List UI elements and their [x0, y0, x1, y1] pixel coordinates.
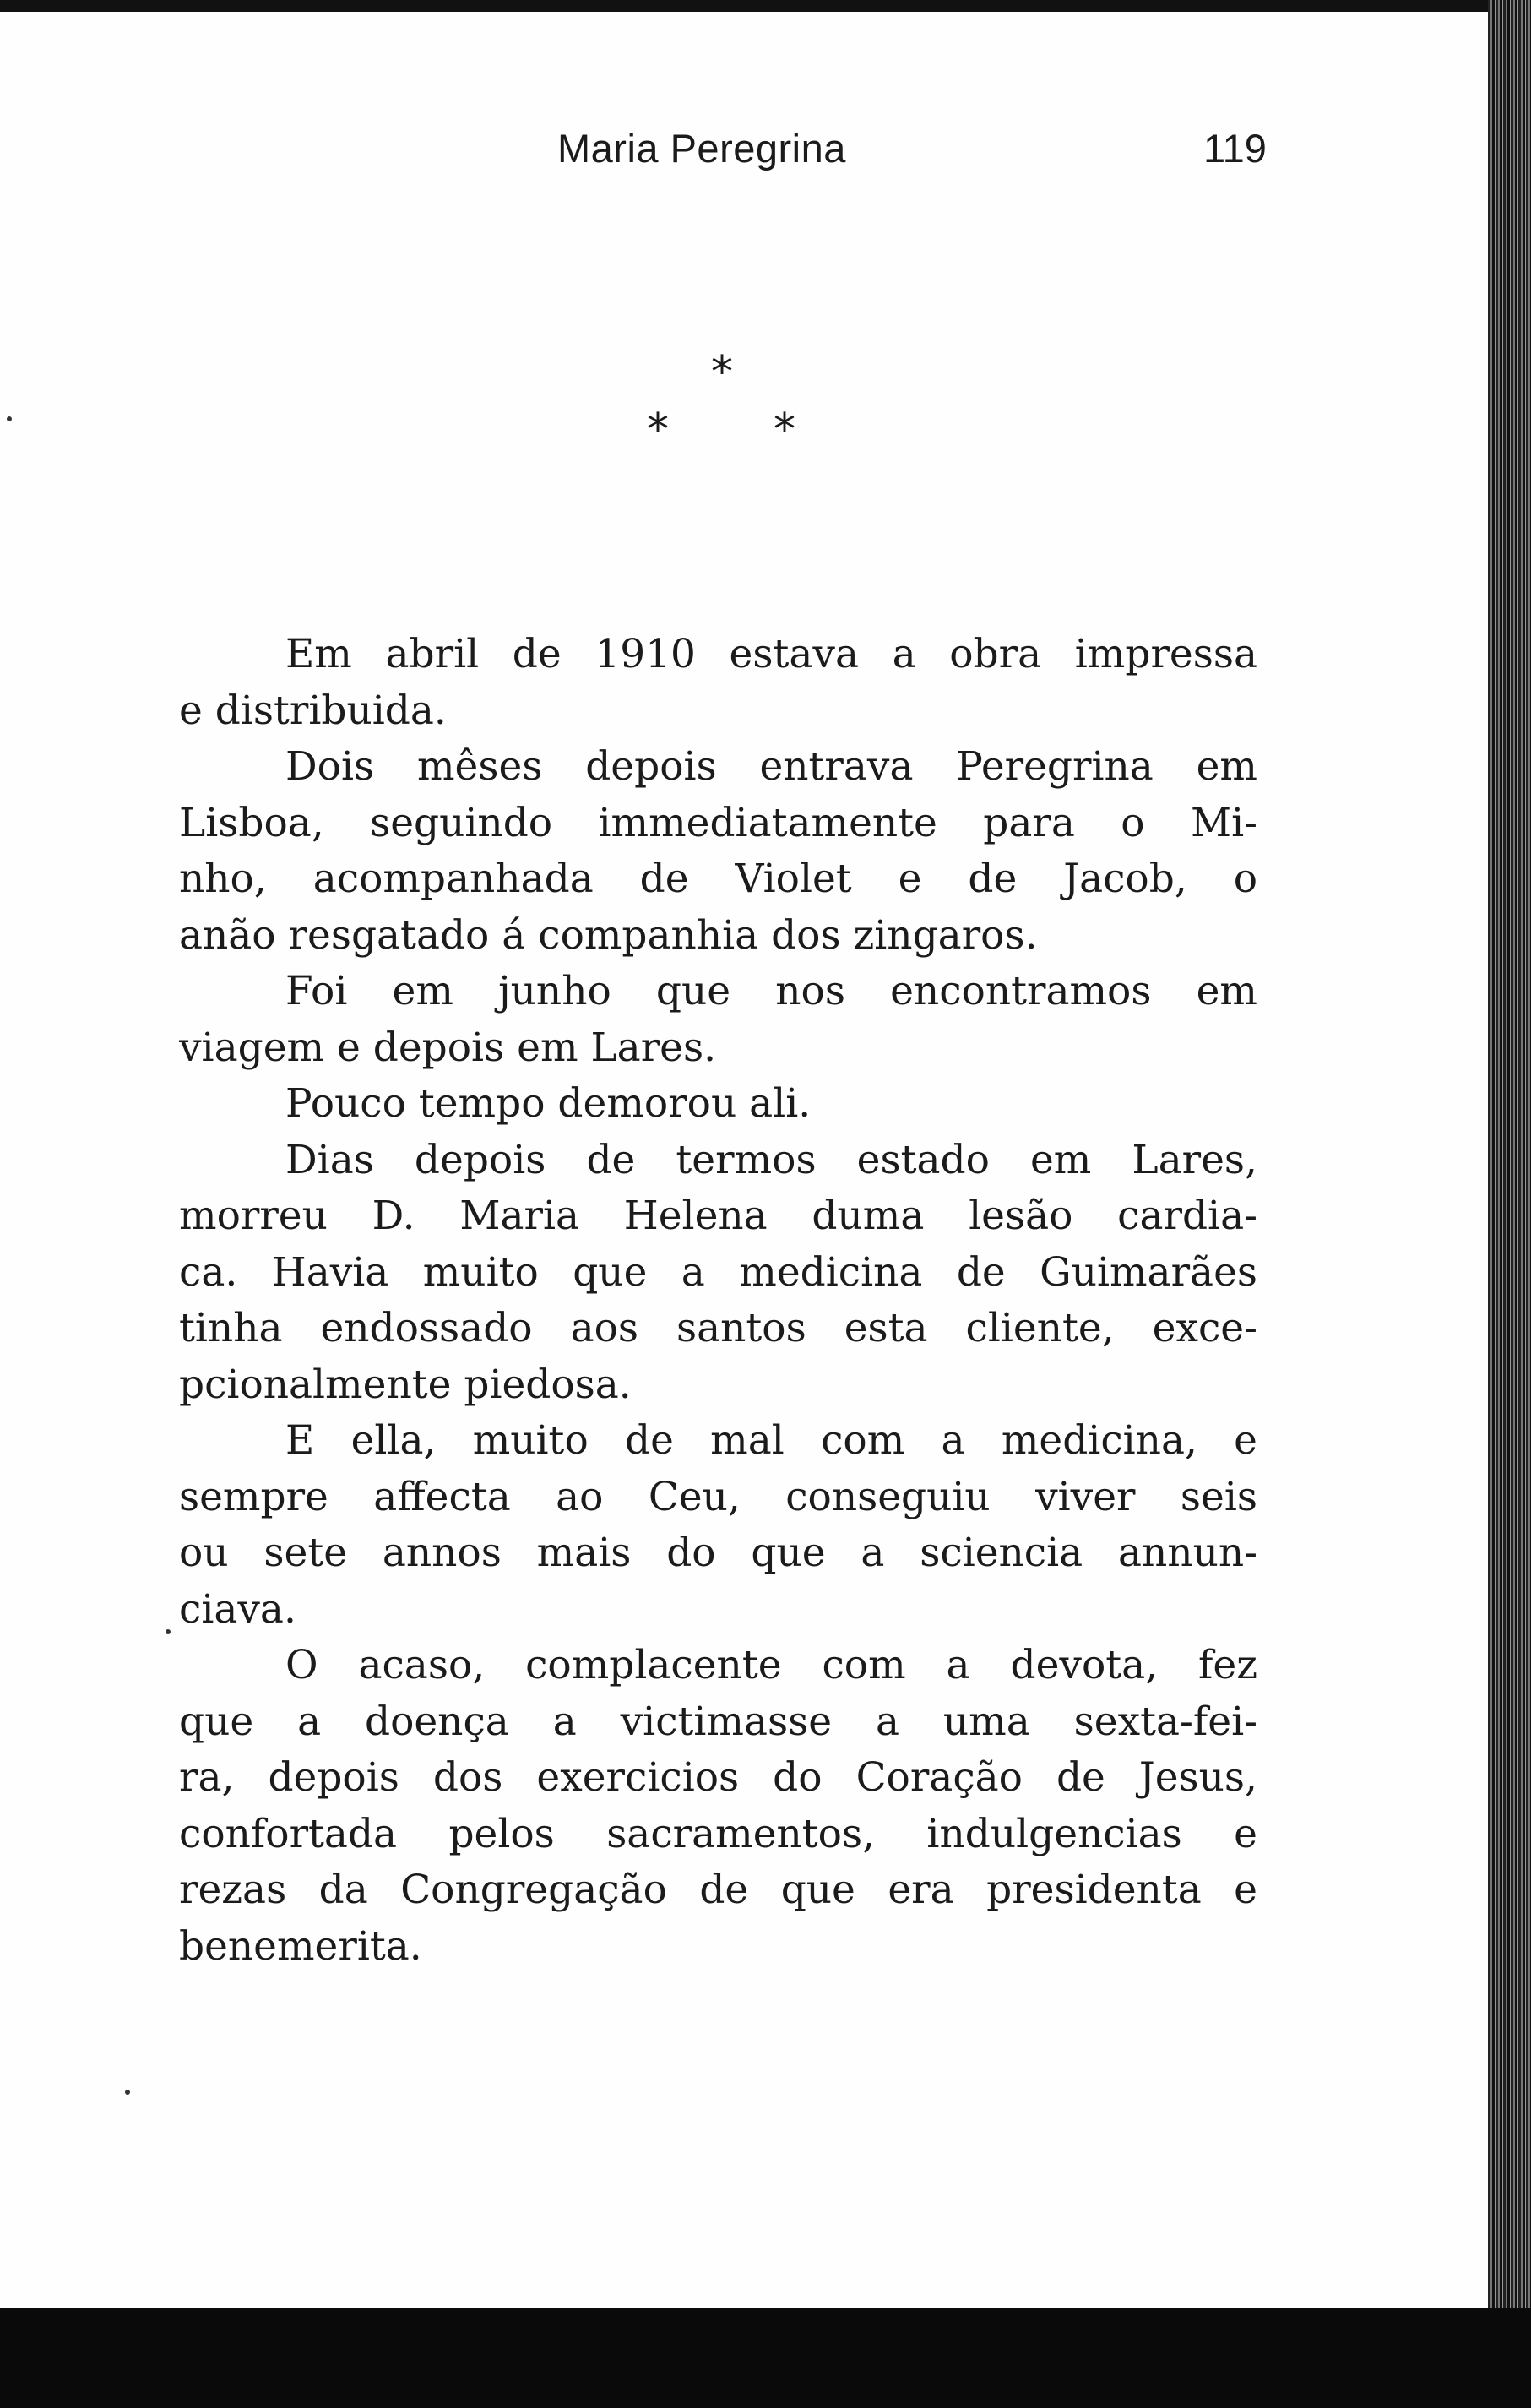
- text-line: viagem e depois em Lares.: [179, 1024, 717, 1071]
- text-line: anão resgatado á companhia dos zingaros.: [179, 911, 1038, 959]
- asterism-star-right: *: [774, 405, 795, 455]
- text-line: Pouco tempo demorou ali.: [285, 1080, 812, 1127]
- text-line: que a doença a victimasse a uma sexta-fei-: [179, 1698, 1257, 1745]
- text-line: confortada pelos sacramentos, indulgencias e: [179, 1810, 1257, 1857]
- text-line: morreu D. Maria Helena duma lesão cardia-: [179, 1193, 1257, 1239]
- asterism-divider: [642, 347, 811, 469]
- text-line: ou sete annos mais do que a sciencia annun-: [179, 1530, 1257, 1576]
- running-head: Maria Peregrina: [557, 126, 846, 171]
- scan-speck: [125, 2090, 130, 2095]
- body-text: [179, 627, 1257, 1975]
- text-line: Em abril de 1910 estava a obra impressa: [285, 631, 1257, 677]
- text-line: ca. Havia muito que a medicina de Guimarães: [179, 1248, 1257, 1296]
- text-line: Foi em junho que nos encontramos em: [285, 968, 1257, 1014]
- text-line: tinha endossado aos santos esta cliente, exce-: [179, 1305, 1257, 1351]
- text-line: sempre affecta ao Ceu, conseguiu viver seis: [179, 1473, 1257, 1520]
- scan-speck: [166, 1629, 171, 1634]
- text-line: Dias depois de termos estado em Lares,: [285, 1136, 1257, 1183]
- text-line: pcionalmente piedosa.: [179, 1361, 632, 1408]
- text-line: ra, depois dos exercicios do Coração de Jesus,: [179, 1754, 1257, 1801]
- scan-bottom-edge: [0, 2308, 1531, 2408]
- text-line: Dois mêses depois entrava Peregrina em: [285, 743, 1257, 790]
- text-line: nho, acompanhada de Violet e de Jacob, o: [179, 856, 1257, 902]
- scan-speck: [7, 416, 12, 421]
- page-number: 119: [1203, 126, 1267, 171]
- text-line: ciava.: [179, 1585, 296, 1633]
- text-line: rezas da Congregação de que era presidenta e: [179, 1867, 1257, 1913]
- asterism-star-top: *: [711, 347, 733, 398]
- text-line: e distribuida.: [179, 687, 447, 734]
- scan-right-edge: [1488, 0, 1531, 2408]
- text-line: Lisboa, seguindo immediatamente para o Mi-: [179, 799, 1257, 846]
- text-line: E ella, muito de mal com a medicina, e: [285, 1417, 1257, 1464]
- text-line: O acaso, complacente com a devota, fez: [285, 1642, 1257, 1688]
- scan-top-edge: [0, 0, 1531, 12]
- asterism-star-left: *: [647, 405, 669, 455]
- text-line: benemerita.: [179, 1922, 422, 1970]
